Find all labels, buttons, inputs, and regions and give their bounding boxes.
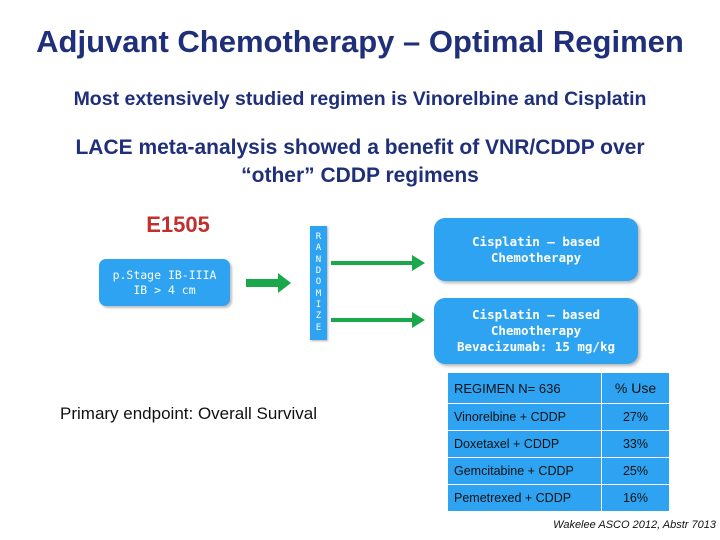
citation: Wakelee ASCO 2012, Abstr 7013 xyxy=(553,519,716,531)
randomize-letter: D xyxy=(315,266,322,277)
arm-2-line-1: Cisplatin – based xyxy=(472,307,600,322)
slide-title: Adjuvant Chemotherapy – Optimal Regimen xyxy=(36,24,684,59)
randomize-letter: N xyxy=(315,254,322,265)
arm-box-cisplatin xyxy=(434,218,638,281)
arm-1-line-1: Cisplatin – based xyxy=(472,233,600,249)
lace-line-1: LACE meta-analysis showed a benefit of VNR/CDDP over xyxy=(75,136,645,159)
lace-line-2: “other” CDDP regimens xyxy=(241,164,479,187)
stage-line-1: p.Stage IB-IIIA xyxy=(112,267,217,282)
table-row xyxy=(448,404,670,431)
table-header-row xyxy=(448,373,670,404)
stage-line-2: IB > 4 cm xyxy=(133,282,196,297)
table-row xyxy=(448,431,670,458)
regimen-table xyxy=(447,372,670,512)
randomize-letter: O xyxy=(315,277,322,288)
table-header-use: % Use xyxy=(602,373,670,404)
randomize-letter: M xyxy=(315,288,322,299)
trial-name: E1505 xyxy=(146,212,210,237)
table-cell-regimen: Doxetaxel + CDDP xyxy=(448,431,602,458)
arrow-to-arm-2 xyxy=(331,312,425,328)
table-cell-use: 16% xyxy=(602,485,670,512)
table-cell-regimen: Gemcitabine + CDDP xyxy=(448,458,602,485)
arm-box-cisplatin-bevacizumab xyxy=(434,298,638,364)
table-cell-use: 25% xyxy=(602,458,670,485)
arm-2-line-2: Chemotherapy xyxy=(490,323,582,338)
randomize-letter: E xyxy=(315,322,322,333)
table-row xyxy=(448,485,670,512)
table-header-regimen: REGIMEN N= 636 xyxy=(448,373,602,404)
arm-2-line-3: Bevacizumab: 15 mg/kg xyxy=(456,339,616,354)
table-cell-use: 27% xyxy=(602,404,670,431)
arrow-to-arm-1 xyxy=(331,255,425,271)
randomize-letter: R xyxy=(315,232,322,243)
arrow-stage-to-randomize xyxy=(246,273,291,293)
table-cell-regimen: Vinorelbine + CDDP xyxy=(448,404,602,431)
randomize-letter: Z xyxy=(315,311,322,322)
randomize-letter: A xyxy=(315,243,322,254)
primary-endpoint: Primary endpoint: Overall Survival xyxy=(60,404,317,423)
slide-subtitle: Most extensively studied regimen is Vinorelbine and Cisplatin xyxy=(73,88,647,110)
table-cell-use: 33% xyxy=(602,431,670,458)
randomize-letter: I xyxy=(315,299,322,310)
table-row xyxy=(448,458,670,485)
arm-1-line-2: Chemotherapy xyxy=(490,249,582,265)
randomize-box xyxy=(310,226,327,340)
table-cell-regimen: Pemetrexed + CDDP xyxy=(448,485,602,512)
